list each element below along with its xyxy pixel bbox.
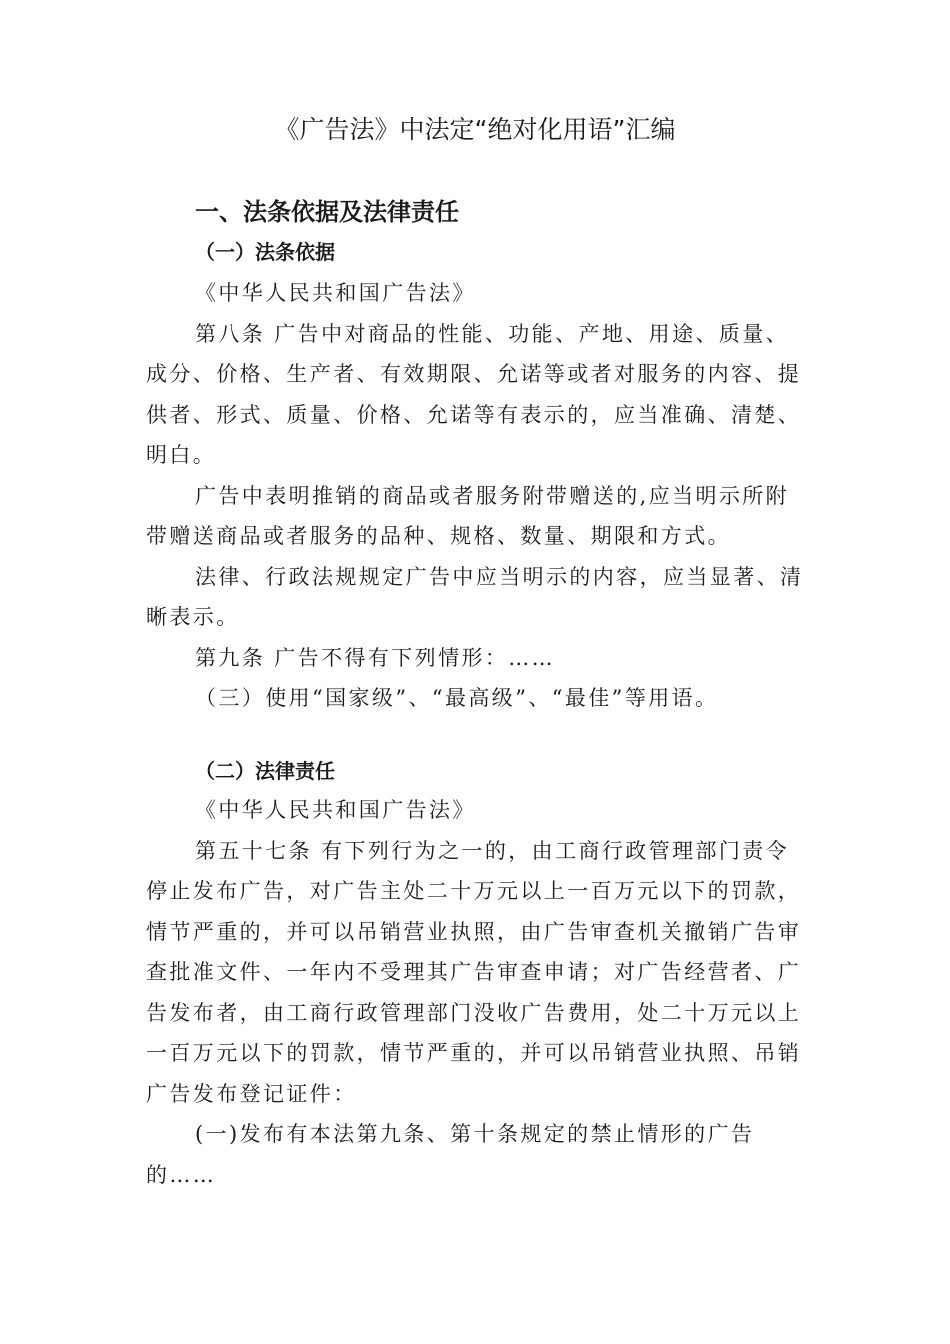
subsection-heading-basis: （一）法条依据 [195,240,335,264]
article-57-item-1: (一)发布有本法第九条、第十条规定的禁止情形的广告 [195,1122,755,1146]
article-9-item-3: （三）使用“国家级”、“最高级”、“最佳”等用语。 [195,686,719,710]
section-heading-1: 一、法条依据及法律责任 [195,198,459,226]
article-57-line: 广告发布登记证件： [146,1081,357,1106]
law-name: 《中华人民共和国广告法》 [195,281,476,305]
article-57-line: 第五十七条 有下列行为之一的，由工商行政管理部门责令 [195,838,790,863]
article-8-line: 广告中表明推销的商品或者服务附带赠送的,应当明示所附 [195,483,790,508]
law-name: 《中华人民共和国广告法》 [195,798,476,822]
article-9-line: 第九条 广告不得有下列情形：…… [195,645,556,670]
article-8-line: 第八条 广告中对商品的性能、功能、产地、用途、质量、 [195,321,790,346]
article-57-line: 查批准文件、一年内不受理其广告审查申请；对广告经营者、广 [146,960,802,984]
article-8-line: 明白。 [146,443,217,467]
subsection-heading-liability: （二）法律责任 [195,759,335,783]
article-8-line: 供者、形式、质量、价格、允诺等有表示的，应当准确、清楚、 [146,402,802,427]
article-57-line: 告发布者，由工商行政管理部门没收广告费用，处二十万元以上 [146,1000,802,1025]
article-57-line: 情节严重的，并可以吊销营业执照，由广告审查机关撤销广告审 [146,919,802,944]
article-57-line: 停止发布广告，对广告主处二十万元以上一百万元以下的罚款， [146,879,802,903]
article-8-line: 晰表示。 [146,605,240,629]
document-title: 《广告法》中法定“绝对化用语”汇编 [274,115,676,144]
article-57-line: 一百万元以下的罚款，情节严重的，并可以吊销营业执照、吊销 [146,1041,802,1065]
article-8-line: 带赠送商品或者服务的品种、规格、数量、期限和方式。 [146,524,731,548]
law-liability-block [146,790,810,1195]
article-8-line: 法律、行政法规规定广告中应当明示的内容，应当显著、清 [195,564,804,589]
article-57-item-1: 的…… [146,1162,217,1187]
law-basis-block [146,273,810,719]
article-8-line: 成分、价格、生产者、有效期限、允诺等或者对服务的内容、提 [146,362,802,386]
